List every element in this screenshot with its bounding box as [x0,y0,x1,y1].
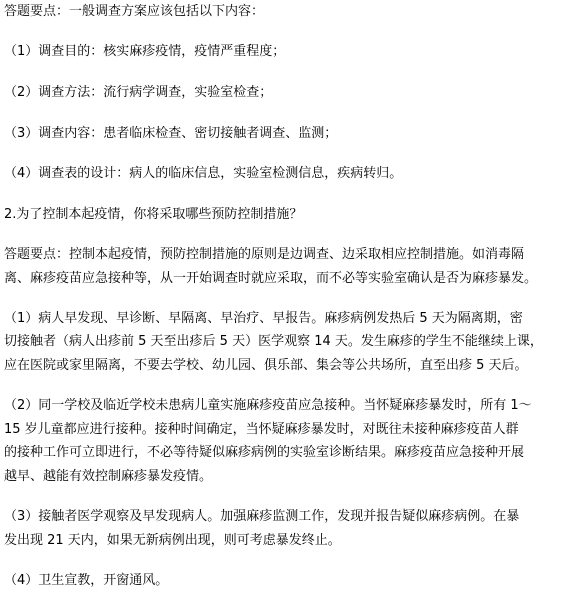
item-4-form-design: （4）调查表的设计：病人的临床信息，实验室检测信息，疾病转归。 [4,166,403,181]
answer-points-intro: 答题要点：一般调查方案应该包括以下内容： [4,4,265,19]
measure-1-line-2: 切接触者（病人出疹前 5 天至出疹后 5 天）医学观察 14 天。发生麻疹的学生不能继续上课， [4,334,543,349]
measure-2-line-2: 15 岁儿童都应进行接种。接种时间确定，当怀疑麻疹暴发时，对既往未接种麻疹疫苗人群 [4,422,519,437]
item-1-purpose: （1）调查目的：核实麻疹疫情，疫情严重程度； [4,44,286,59]
measure-2-line-1: （2）同一学校及临近学校未患病儿童实施麻疹疫苗应急接种。当怀疑麻疹暴发时，所有 1～ [4,398,532,413]
measure-3-line-1: （3）接触者医学观察及早发现病人。加强麻疹监测工作，发现并报告疑似麻疹病例。在暴 [4,509,520,524]
measure-4: （4）卫生宣教，开窗通风。 [4,573,169,588]
measure-1-line-1: （1）病人早发现、早诊断、早隔离、早治疗、早报告。麻疹病例发热后 5 天为隔离期，密 [4,311,523,326]
measure-2-line-4: 越早、越能有效控制麻疹暴发疫情。 [4,469,213,484]
measure-1-line-3: 应在医院或家里隔离，不要去学校、幼儿园、俱乐部、集会等公共场所，直至出疹 5 天后。 [4,358,528,373]
answer-points-principle-line-1: 答题要点：控制本起疫情，预防控制措施的原则是边调查、边采取相应控制措施。如消毒隔 [4,247,525,262]
question-2: 2.为了控制本起疫情，你将采取哪些预防控制措施？ [4,207,303,222]
measure-2-line-3: 的接种工作可立即进行，不必等待疑似麻疹病例的实验室诊断结果。麻疹疫苗应急接种开展 [4,445,525,460]
item-2-method: （2）调查方法：流行病学调查，实验室检查； [4,85,273,100]
answer-points-principle-line-2: 离、麻疹疫苗应急接种等，从一开始调查时就应采取，而不必等实验室确认是否为麻疹暴发。 [4,271,538,286]
item-3-content: （3）调查内容：患者临床检查、密切接触者调查、监测； [4,126,338,141]
measure-3-line-2: 发出现 21 天内，如果无新病例出现，则可考虑暴发终止。 [4,533,341,548]
